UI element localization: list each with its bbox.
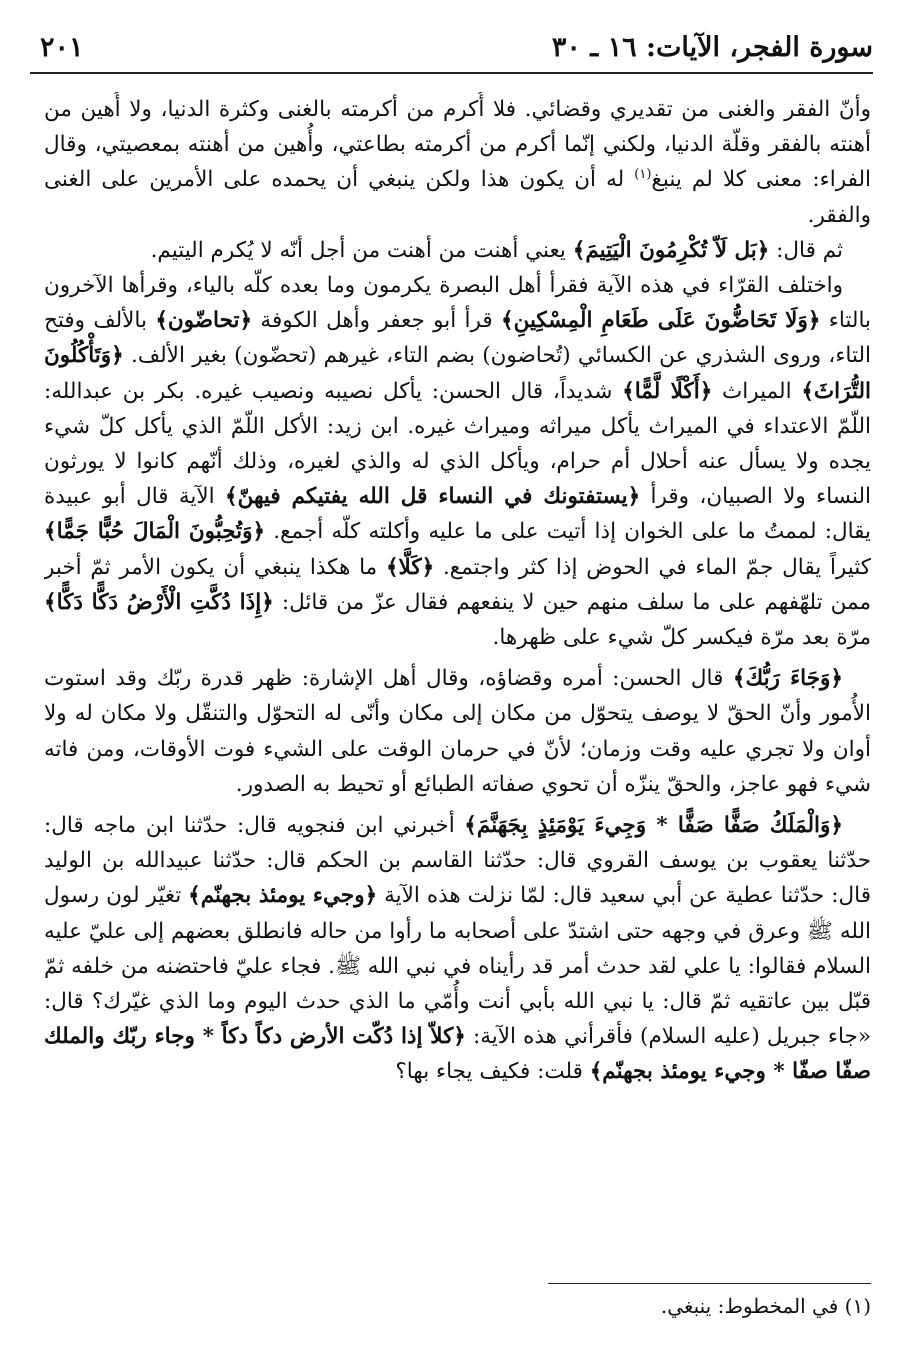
running-title: سورة الفجر، الآيات: ١٦ ـ ٣٠ <box>551 32 873 63</box>
quran-quote: ﴿وَجَاءَ رَبُّكَ﴾ <box>732 666 843 692</box>
paragraph <box>44 661 871 802</box>
page-number: ٢٠١ <box>40 32 84 63</box>
text-run: وأنّ الفقر والغنى من تقديري وقضائي. فلا أُكرم من أكرمته بالغنى وكثرة الدنيا، ولا أُهين من أهنته بالفقر وقلّة الدنيا، ولكني إنّما أكرم من أكرمته بطاعتي، وأُهين من أهنته بمعصيتي، وقال الفراء: معنى كلا لم ينبغ <box>44 97 871 193</box>
text-run: له أن يكون هذا ولكن ينبغي أن يحمده على الأمرين على الغنى والفقر. <box>44 167 871 228</box>
text-run: الميراث <box>712 378 802 404</box>
quran-quote: ﴿تحاضّون﴾ <box>155 308 253 334</box>
quran-quote: ﴿وجيء يومئذ بجهنّم﴾ <box>188 883 378 909</box>
quran-quote: ﴿يستفتونك في النساء قل الله يفتيكم فيهنّ﴾ <box>224 484 641 510</box>
footnote: (١) في المخطوط: ينبغي. <box>660 1294 871 1318</box>
text-run: كثيراً يقال جمّ الماء في الحوض إذا كثر واجتمع. <box>434 554 871 580</box>
header-rule <box>30 72 873 74</box>
quran-quote: ﴿إِذَا دُكَّتِ الْأَرْضُ دَكًّا دَكًّا﴾ <box>44 589 274 615</box>
paragraph <box>44 268 871 655</box>
text-run: تغيّر لون رسول الله ﷺ وعرق في وجهه حتى اشتدّ على أصحابه ما رأوا من حاله فانطلق بعضهم إلى عليّ عليه السلام فقالوا: يا علي لقد حدث أمر قد رأيناه في نبي الله ﷺ. فجاء عليّ فاحتضنه من خلفه ثمّ قبّل بين عاتقيه ثمّ قال: يا نبي الله بأبي أنت وأُمّي ما الذي حدث اليوم وما الذي غيّرك؟ قال: «جاء جبريل (عليه السلام) فأقرأني هذه الآية: <box>44 883 871 1050</box>
text-run: ثم قال: <box>769 237 843 263</box>
quran-quote: ﴿أَكْلًا لَّمًّا﴾ <box>622 378 713 404</box>
paragraph <box>44 233 871 268</box>
quran-quote: ﴿وَتَأْكُلُونَ التُّرَاثَ﴾ <box>44 343 871 404</box>
text-run: شديداً، قال الحسن: يأكل نصيبه ونصيب غيره. بكر بن عبدالله: اللّمّ الاعتداء في الميراث يأكل ميراثه وميراث غيره. ابن زيد: الأكل اللّمّ الذي يأكل كلّ شيء يجده ولا يسأل عنه أحلال أم حرام، ويأكل الذي له والذي لغيره، وذلك أنّهم كانوا لا يورثون النساء ولا الصبيان، وقرأ <box>44 378 871 510</box>
text-run: قرأ أبو جعفر وأهل الكوفة <box>252 308 501 334</box>
quran-quote: ﴿كَلَّا﴾ <box>385 554 435 580</box>
text-run: بالألف وفتح التاء، وروى الشذري عن الكسائي (تُحاضون) بضم التاء، غيرهم (تحضّون) بغير الألف. <box>44 308 871 369</box>
quran-quote: ﴿وَتُحِبُّونَ الْمَالَ حُبًّا جَمًّا﴾ <box>44 519 266 545</box>
text-run: قال الحسن: أمره وقضاؤه، وقال أهل الإشارة: ظهر قدرة ربّك وقد استوت الأُمور وأنّ الحقّ لا يوصف يتحوّل من مكان إلى مكان وأنّى له التحوّل والتنقّل ولا مكان له ولا أوان ولا تجري عليه وقت وزمان؛ لأنّ في حرمان الوقت على الشيء فوت الأوقات، ومن فاته شيء فهو عاجز، والحقّ ينزّه أن تحوي صفاته الطبائع أو تحيط به الصدور. <box>44 666 871 797</box>
quran-quote: ﴿كلاّ إذا دُكّت الأرض دكاً دكاً * وجاء ربّك والملك صفّا صفّا * وجيء يومئذ بجهنّم﴾ <box>44 1024 871 1085</box>
quran-quote: ﴿بَل لَاّ تُكْرِمُونَ الْيَتِيمَ﴾ <box>572 237 770 263</box>
quran-quote: ﴿وَالْمَلَكُ صَفًّا صَفًّا * وَجِيءَ يَوْمَئِذٍ بِجَهَنَّمَ﴾ <box>464 813 843 839</box>
text-run: مرّة بعد مرّة فيكسر كلّ شيء على ظهرها. <box>492 625 871 651</box>
text-run: الآية قال أبو عبيدة يقال: لممتُ ما على الخوان إذا أتيت على ما عليه وأكلته كلّه أجمع. <box>44 484 871 545</box>
text-run: واختلف القرّاء في هذه الآية فقرأ أهل البصرة يكرمون وما بعده كلّه بالياء، وقرأها الآخرون بالتاء <box>44 273 871 334</box>
text-run: أخبرني ابن فنجويه قال: حدّثنا ابن ماجه قال: حدّثنا يعقوب بن يوسف القروي قال: حدّثنا القاسم بن الحكم قال: حدّثنا عبيدالله بن الوليد قال: حدّثنا عطية عن أبي سعيد قال: لمّا نزلت هذه الآية <box>44 813 871 909</box>
footnote-rule <box>548 1283 871 1284</box>
quran-quote: ﴿وَلَا تَحَاضُّونَ عَلَى طَعَامِ الْمِسْكِينِ﴾ <box>500 308 821 334</box>
main-text <box>44 92 871 1262</box>
text-run: ما هكذا ينبغي أن يكون الأمر ثمّ أخبر ممن تلهّفهم على ما سلف منهم حين لا ينفعهم فقال عزّ من قائل: <box>44 554 871 615</box>
paragraph <box>44 808 871 1090</box>
footnote-ref: (١) <box>634 167 652 183</box>
paragraph <box>44 92 871 233</box>
text-run: قلت: فكيف يجاء بها؟ <box>395 1059 590 1085</box>
page-header <box>30 22 873 72</box>
text-run: يعني أهنت من أهنت من أجل أنّه لا يُكرم اليتيم. <box>150 237 573 263</box>
